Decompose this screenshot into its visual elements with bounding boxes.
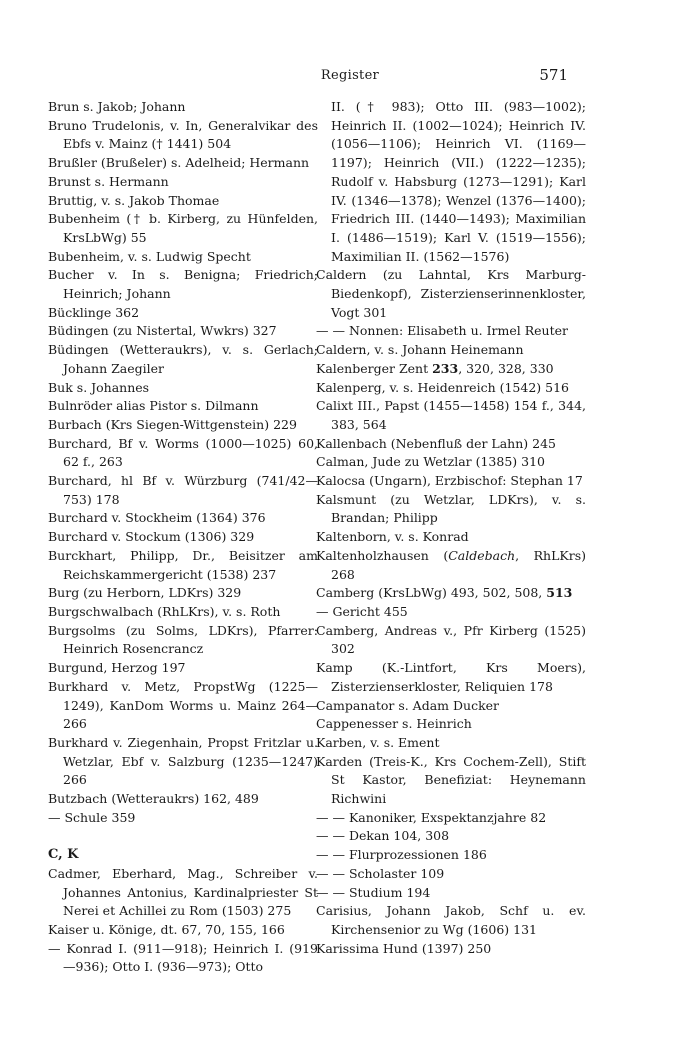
- index-entry: Burkhard v. Ziegenhain, Propst Fritzlar u. Wetzlar, Ebf v. Salzburg (1235—1247) 266: [48, 734, 318, 788]
- index-entry: Bruno Trudelonis, v. In, Generalvikar des Ebfs v. Mainz († 1441) 504: [48, 117, 318, 152]
- index-entry: Burchard, hl Bf v. Würzburg (741/42—753) 178: [48, 473, 318, 507]
- index-entry: Kaltenholzhausen (Caldebach, RhLKrs) 268: [316, 547, 586, 582]
- index-entry: Burchard v. Stockum (1306) 329: [48, 529, 255, 545]
- index-entry: Carisius, Johann Jakob, Schf u. ev. Kirchensenior zu Wg (1606) 131: [316, 903, 586, 937]
- index-entry: Kalenberger Zent 233, 320, 328, 330: [316, 360, 554, 376]
- index-entry: — Konrad I. (911—918); Heinrich I. (919—936); Otto I. (936—973); Otto: [48, 940, 318, 975]
- index-entry: Caldern, v. s. Johann Heinemann: [316, 342, 524, 358]
- index-column-left: [48, 98, 318, 977]
- running-head: Register: [320, 68, 380, 83]
- index-entry: Calixt III., Papst (1455—1458) 154 f., 344, 383, 564: [316, 398, 586, 432]
- index-entry: Bubenheim, v. s. Ludwig Specht: [48, 248, 251, 264]
- page-number: 571: [539, 66, 568, 84]
- index-entry: Kalsmunt (zu Wetzlar, LDKrs), v. s. Brandan; Philipp: [316, 491, 586, 526]
- index-entry: Bruttig, v. s. Jakob Thomae: [48, 192, 220, 208]
- section-heading: C, K: [48, 847, 79, 863]
- index-entry: Karden (Treis-K., Krs Cochem-Zell), Stift St Kastor, Benefiziat: Heynemann Richwini: [316, 753, 586, 807]
- index-entry: — — Scholaster 109: [316, 865, 445, 881]
- index-column-right: [316, 98, 586, 958]
- index-entry: — — Flurprozessionen 186: [316, 847, 487, 863]
- index-entry: Burgsolms (zu Solms, LDKrs), Pfarrer: Heinrich Rosencrancz: [48, 622, 318, 657]
- index-entry: Bulnröder alias Pistor s. Dilmann: [48, 398, 259, 414]
- index-entry: Camberg, Andreas v., Pfr Kirberg (1525) 302: [316, 622, 586, 657]
- index-entry: Butzbach (Wetteraukrs) 162, 489: [48, 791, 259, 807]
- index-entry: Büdingen (zu Nistertal, Wwkrs) 327: [48, 323, 277, 339]
- index-entry: Kalocsa (Ungarn), Erzbischof: Stephan 17: [316, 473, 583, 489]
- index-entry: Calman, Jude zu Wetzlar (1385) 310: [316, 454, 545, 470]
- index-entry: Burgund, Herzog 197: [48, 660, 186, 676]
- index-entry: Bücklinge 362: [48, 304, 140, 320]
- index-entry: Kaiser u. Könige, dt. 67, 70, 155, 166: [48, 921, 285, 937]
- index-entry: Burg (zu Herborn, LDKrs) 329: [48, 585, 242, 601]
- index-entry: Kalenperg, v. s. Heidenreich (1542) 516: [316, 379, 569, 395]
- index-entry: — Schule 359: [48, 809, 136, 825]
- index-entry: Karissima Hund (1397) 250: [316, 940, 492, 956]
- index-entry: Burchard v. Stockheim (1364) 376: [48, 510, 266, 526]
- index-entry: Burbach (Krs Siegen-Wittgenstein) 229: [48, 416, 297, 432]
- index-entry: Cappenesser s. Heinrich: [316, 716, 472, 732]
- index-entry: Bucher v. In s. Benigna; Friedrich; Heinrich; Johann: [48, 267, 318, 302]
- index-entry: Burchard, Bf v. Worms (1000—1025) 60, 62 f., 263: [48, 435, 318, 470]
- index-entry: — — Dekan 104, 308: [316, 828, 450, 844]
- index-entry: Campanator s. Adam Ducker: [316, 697, 500, 713]
- index-entry: — — Studium 194: [316, 884, 431, 900]
- index-entry: Büdingen (Wetteraukrs), v. s. Gerlach; Johann Zaegiler: [48, 342, 318, 376]
- index-entry: Caldern (zu Lahntal, Krs Marburg-Biedenkopf), Zisterzienserinnenkloster, Vogt 301: [316, 267, 586, 320]
- index-entry: Karben, v. s. Ement: [316, 734, 440, 750]
- index-entry: Buk s. Johannes: [48, 379, 150, 395]
- index-entry: Burgschwalbach (RhLKrs), v. s. Roth: [48, 603, 281, 619]
- index-entry: Brunst s. Hermann: [48, 173, 169, 189]
- index-entry: Brun s. Jakob; Johann: [48, 99, 186, 114]
- index-entry: Burckhart, Philipp, Dr., Beisitzer am Reichskammergericht (1538) 237: [48, 547, 318, 582]
- index-entry: — — Kanoniker, Exspektanzjahre 82: [316, 809, 547, 825]
- index-entry: — — Nonnen: Elisabeth u. Irmel Reuter: [316, 323, 568, 339]
- index-entry: Kamp (K.-Lintfort, Krs Moers), Zisterzienserkloster, Reliquien 178: [316, 660, 586, 694]
- index-entry: Kaltenborn, v. s. Konrad: [316, 529, 469, 545]
- index-entry: Bubenheim († b. Kirberg, zu Hünfelden, KrsLbWg) 55: [48, 211, 318, 245]
- index-entry: Camberg (KrsLbWg) 493, 502, 508, 513: [316, 585, 573, 601]
- index-entry: Kallenbach (Nebenfluß der Lahn) 245: [316, 435, 556, 451]
- index-entry: — Gericht 455: [316, 603, 408, 619]
- index-entry: II. († 983); Otto III. (983—1002); Heinrich II. (1002—1024); Heinrich IV. (1056—1106); Heinrich VI. (1169—1197); Heinrich (VII.) (1222—1235); Rudolf v. Habsburg (1273—1291); Karl IV. (1346—1378); Wenzel (1376—1400); Friedrich III. (1440—1493); Maximilian I. (1486—1519); Karl V. (1519—1556); Maximilian II. (1562—1576): [331, 99, 586, 264]
- index-entry: Cadmer, Eberhard, Mag., Schreiber v. Johannes Antonius, Kardinalpriester St Nerei et Achillei zu Rom (1503) 275: [48, 865, 318, 919]
- index-entry: Brußler (Brußeler) s. Adelheid; Hermann: [48, 155, 310, 171]
- index-entry: Burkhard v. Metz, PropstWg (1225—1249), KanDom Worms u. Mainz 264—266: [48, 678, 318, 732]
